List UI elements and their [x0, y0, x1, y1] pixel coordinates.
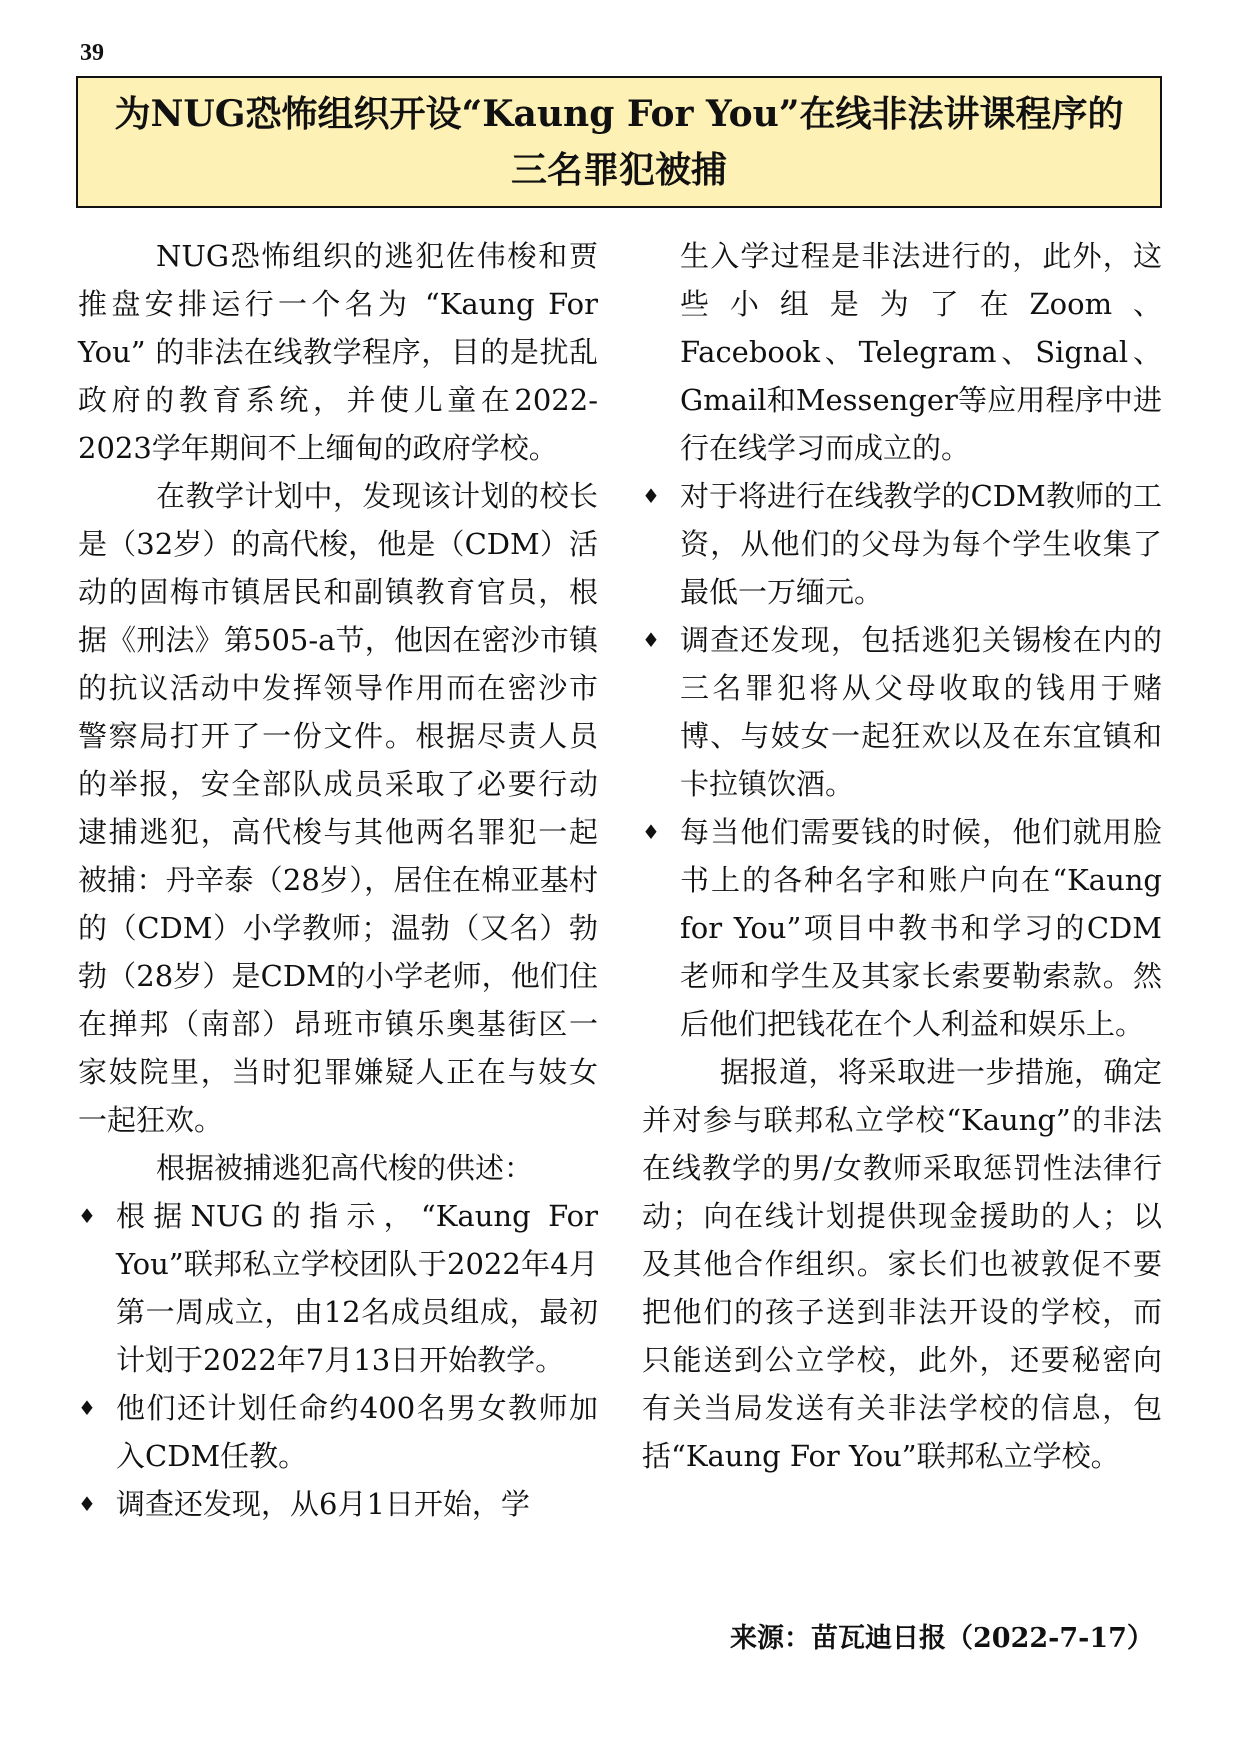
list-item: [642, 808, 1162, 1048]
diamond-bullet-icon: ♦: [78, 1492, 96, 1516]
list-item-text: 调查还发现，从6月1日开始，学: [116, 1487, 530, 1521]
list-item: [78, 1480, 598, 1528]
diamond-bullet-icon: ♦: [78, 1204, 96, 1228]
diamond-bullet-icon: ♦: [642, 628, 660, 652]
list-item: [78, 1384, 598, 1480]
list-item-text: 调查还发现，包括逃犯关锡梭在内的三名罪犯将从父母收取的钱用于赌博、与妓女一起狂欢以及在东宜镇和卡拉镇饮酒。: [680, 623, 1162, 801]
list-item: [642, 616, 1162, 808]
left-column: [78, 232, 598, 1528]
list-item: [78, 1192, 598, 1384]
diamond-bullet-icon: ♦: [78, 1396, 96, 1420]
list-item-text: 每当他们需要钱的时候，他们就用脸书上的各种名字和账户向在“Kaung for You”项目中教书和学习的CDM老师和学生及其家长索要勒索款。然后他们把钱花在个人利益和娱乐上。: [680, 815, 1162, 1041]
title-banner: [76, 76, 1162, 208]
page-title: 为NUG恐怖组织开设“Kaung For You”在线非法讲课程序的三名罪犯被捕: [114, 93, 1124, 191]
list-item-text: 根据NUG的指示，“Kaung For You”联邦私立学校团队于2022年4月第一周成立，由12名成员组成，最初计划于2022年7月13日开始教学。: [116, 1199, 598, 1377]
list-item: [642, 472, 1162, 616]
right-column: [642, 232, 1162, 1480]
paragraph: NUG恐怖组织的逃犯佐伟梭和贾推盘安排运行一个名为 “Kaung For You” 的非法在线教学程序，目的是扰乱政府的教育系统，并使儿童在2022-2023学年期间不上缅甸的政府学校。: [78, 239, 598, 465]
paragraph: 在教学计划中，发现该计划的校长是（32岁）的高代梭，他是（CDM）活动的固梅市镇居民和副镇教育官员，根据《刑法》第505-a节，他因在密沙市镇的抗议活动中发挥领导作用而在密沙市警察局打开了一份文件。根据尽责人员的举报，安全部队成员采取了必要行动逮捕逃犯，高代梭与其他两名罪犯一起被捕：丹辛泰（28岁），居住在棉亚基村的（CDM）小学教师；温勃（又名）勃勃（28岁）是CDM的小学老师，他们住在掸邦（南部）昂班市镇乐奥基街区一家妓院里，当时犯罪嫌疑人正在与妓女一起狂欢。: [78, 479, 598, 1137]
diamond-bullet-icon: ♦: [642, 484, 660, 508]
diamond-bullet-icon: ♦: [642, 820, 660, 844]
paragraph: 据报道，将采取进一步措施，确定并对参与联邦私立学校“Kaung”的非法在线教学的男/女教师采取惩罚性法律行动；向在线计划提供现金援助的人；以及其他合作组织。家长们也被敦促不要把他们的孩子送到非法开设的学校，而只能送到公立学校，此外，还要秘密向有关当局发送有关非法学校的信息，包括“Kaung For You”联邦私立学校。: [642, 1055, 1162, 1473]
list-item-text: 对于将进行在线教学的CDM教师的工资，从他们的父母为每个学生收集了最低一万缅元。: [680, 479, 1162, 609]
list-item-text: 他们还计划任命约400名男女教师加入CDM任教。: [116, 1391, 598, 1473]
list-item-continuation: 生入学过程是非法进行的，此外，这些小组是为了在Zoom、Facebook、Telegram、Signal、Gmail和Messenger等应用程序中进行在线学习而成立的。: [680, 239, 1162, 465]
source-citation: 来源：苗瓦迪日报（2022-7-17）: [730, 1623, 1154, 1654]
paragraph: 根据被捕逃犯高代梭的供述：: [156, 1151, 534, 1185]
page-number: 39: [80, 40, 104, 66]
